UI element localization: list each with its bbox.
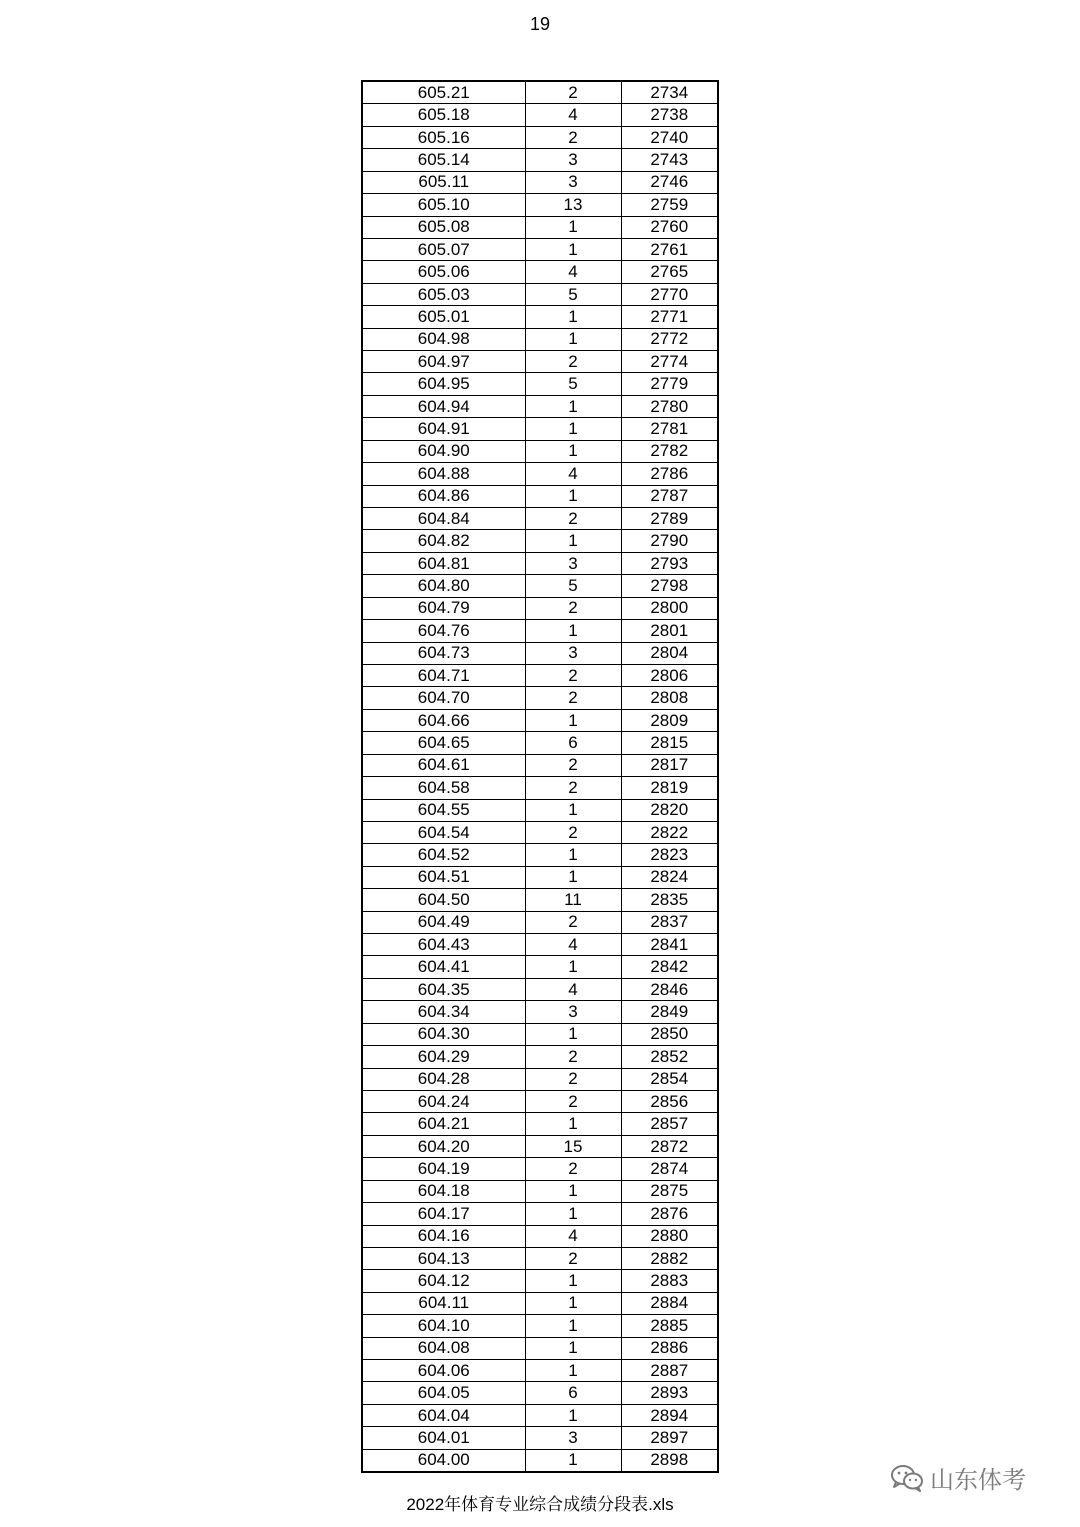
cumulative-cell: 2884 (621, 1292, 718, 1314)
count-cell: 3 (525, 149, 621, 171)
cumulative-cell: 2746 (621, 171, 718, 193)
table-row (362, 530, 718, 552)
count-cell: 1 (525, 866, 621, 888)
cumulative-cell: 2820 (621, 799, 718, 821)
table-row (362, 1046, 718, 1068)
table-row (362, 395, 718, 417)
score-cell: 604.70 (362, 687, 525, 709)
table-row (362, 149, 718, 171)
table-row (362, 1315, 718, 1337)
count-cell: 3 (525, 1001, 621, 1023)
table-row (362, 351, 718, 373)
score-cell: 604.28 (362, 1068, 525, 1090)
table-row (362, 1180, 718, 1202)
count-cell: 2 (525, 597, 621, 619)
count-cell: 5 (525, 283, 621, 305)
page-number: 19 (529, 14, 551, 34)
cumulative-cell: 2882 (621, 1247, 718, 1269)
table-row (362, 978, 718, 1000)
score-cell: 604.52 (362, 844, 525, 866)
score-cell: 604.91 (362, 418, 525, 440)
table-row (362, 283, 718, 305)
cumulative-cell: 2765 (621, 261, 718, 283)
count-cell: 1 (525, 1180, 621, 1202)
cumulative-cell: 2835 (621, 889, 718, 911)
cumulative-cell: 2886 (621, 1337, 718, 1359)
table-row (362, 1203, 718, 1225)
cumulative-cell: 2738 (621, 104, 718, 126)
table-row (362, 306, 718, 328)
count-cell: 1 (525, 440, 621, 462)
score-cell: 604.84 (362, 508, 525, 530)
score-cell: 604.88 (362, 463, 525, 485)
table-row (362, 1382, 718, 1404)
score-cell: 604.34 (362, 1001, 525, 1023)
table-row (362, 620, 718, 642)
score-cell: 604.49 (362, 911, 525, 933)
cumulative-cell: 2801 (621, 620, 718, 642)
cumulative-cell: 2875 (621, 1180, 718, 1202)
score-cell: 605.10 (362, 194, 525, 216)
cumulative-cell: 2781 (621, 418, 718, 440)
count-cell: 6 (525, 1382, 621, 1404)
table-row (362, 1158, 718, 1180)
count-cell: 4 (525, 104, 621, 126)
score-cell: 604.97 (362, 351, 525, 373)
score-cell: 604.54 (362, 821, 525, 843)
table-row (362, 1135, 718, 1157)
count-cell: 1 (525, 216, 621, 238)
score-cell: 604.50 (362, 889, 525, 911)
score-cell: 605.01 (362, 306, 525, 328)
cumulative-cell: 2898 (621, 1449, 718, 1472)
table-row (362, 373, 718, 395)
count-cell: 6 (525, 732, 621, 754)
count-cell: 2 (525, 508, 621, 530)
count-cell: 1 (525, 1023, 621, 1045)
count-cell: 11 (525, 889, 621, 911)
score-cell: 604.30 (362, 1023, 525, 1045)
score-cell: 604.76 (362, 620, 525, 642)
score-cell: 605.06 (362, 261, 525, 283)
cumulative-cell: 2734 (621, 81, 718, 104)
cumulative-cell: 2815 (621, 732, 718, 754)
score-cell: 604.61 (362, 754, 525, 776)
score-cell: 604.65 (362, 732, 525, 754)
score-cell: 605.08 (362, 216, 525, 238)
table-row (362, 1225, 718, 1247)
count-cell: 1 (525, 395, 621, 417)
cumulative-cell: 2790 (621, 530, 718, 552)
table-row (362, 934, 718, 956)
cumulative-cell: 2809 (621, 709, 718, 731)
cumulative-cell: 2800 (621, 597, 718, 619)
table-row (362, 777, 718, 799)
count-cell: 2 (525, 1046, 621, 1068)
count-cell: 13 (525, 194, 621, 216)
score-cell: 604.51 (362, 866, 525, 888)
score-cell: 604.17 (362, 1203, 525, 1225)
score-cell: 604.43 (362, 934, 525, 956)
cumulative-cell: 2894 (621, 1404, 718, 1426)
cumulative-cell: 2849 (621, 1001, 718, 1023)
table-row (362, 732, 718, 754)
count-cell: 1 (525, 709, 621, 731)
score-cell: 604.16 (362, 1225, 525, 1247)
count-cell: 1 (525, 620, 621, 642)
score-cell: 604.71 (362, 664, 525, 686)
score-cell: 604.94 (362, 395, 525, 417)
cumulative-cell: 2822 (621, 821, 718, 843)
cumulative-cell: 2817 (621, 754, 718, 776)
count-cell: 1 (525, 1337, 621, 1359)
count-cell: 2 (525, 1068, 621, 1090)
table-row (362, 1292, 718, 1314)
count-cell: 4 (525, 261, 621, 283)
score-cell: 604.29 (362, 1046, 525, 1068)
table-row (362, 709, 718, 731)
table-row (362, 81, 718, 104)
table-row (362, 194, 718, 216)
table-row (362, 552, 718, 574)
cumulative-cell: 2787 (621, 485, 718, 507)
table-row (362, 866, 718, 888)
count-cell: 1 (525, 418, 621, 440)
score-cell: 604.95 (362, 373, 525, 395)
cumulative-cell: 2740 (621, 126, 718, 148)
count-cell: 1 (525, 1113, 621, 1135)
cumulative-cell: 2772 (621, 328, 718, 350)
count-cell: 4 (525, 1225, 621, 1247)
cumulative-cell: 2880 (621, 1225, 718, 1247)
count-cell: 3 (525, 642, 621, 664)
cumulative-cell: 2872 (621, 1135, 718, 1157)
count-cell: 2 (525, 1247, 621, 1269)
score-cell: 604.98 (362, 328, 525, 350)
score-cell: 604.05 (362, 1382, 525, 1404)
score-cell: 604.11 (362, 1292, 525, 1314)
score-cell: 605.03 (362, 283, 525, 305)
cumulative-cell: 2786 (621, 463, 718, 485)
table-row (362, 575, 718, 597)
cumulative-cell: 2806 (621, 664, 718, 686)
cumulative-cell: 2760 (621, 216, 718, 238)
count-cell: 1 (525, 1203, 621, 1225)
score-cell: 604.66 (362, 709, 525, 731)
table-row (362, 261, 718, 283)
score-cell: 604.35 (362, 978, 525, 1000)
cumulative-cell: 2887 (621, 1360, 718, 1382)
cumulative-cell: 2837 (621, 911, 718, 933)
score-cell: 604.19 (362, 1158, 525, 1180)
table-row (362, 889, 718, 911)
score-cell: 604.24 (362, 1090, 525, 1112)
cumulative-cell: 2759 (621, 194, 718, 216)
cumulative-cell: 2789 (621, 508, 718, 530)
count-cell: 1 (525, 485, 621, 507)
count-cell: 2 (525, 126, 621, 148)
score-cell: 604.06 (362, 1360, 525, 1382)
cumulative-cell: 2780 (621, 395, 718, 417)
table-row (362, 754, 718, 776)
table-row (362, 104, 718, 126)
table-row (362, 440, 718, 462)
score-cell: 604.79 (362, 597, 525, 619)
table-row (362, 328, 718, 350)
cumulative-cell: 2893 (621, 1382, 718, 1404)
cumulative-cell: 2761 (621, 238, 718, 260)
count-cell: 1 (525, 328, 621, 350)
cumulative-cell: 2793 (621, 552, 718, 574)
count-cell: 2 (525, 1158, 621, 1180)
wechat-icon (890, 1464, 924, 1492)
table-row (362, 1247, 718, 1269)
table-row (362, 956, 718, 978)
score-cell: 604.80 (362, 575, 525, 597)
table-row (362, 1001, 718, 1023)
count-cell: 2 (525, 81, 621, 104)
score-cell: 604.00 (362, 1449, 525, 1472)
score-table (361, 80, 719, 1473)
score-cell: 604.01 (362, 1427, 525, 1449)
table-row (362, 1404, 718, 1426)
count-cell: 1 (525, 799, 621, 821)
score-table-body (362, 81, 718, 1472)
cumulative-cell: 2850 (621, 1023, 718, 1045)
score-cell: 604.21 (362, 1113, 525, 1135)
table-row (362, 485, 718, 507)
table-row (362, 642, 718, 664)
score-cell: 605.07 (362, 238, 525, 260)
score-cell: 605.16 (362, 126, 525, 148)
score-cell: 604.55 (362, 799, 525, 821)
cumulative-cell: 2804 (621, 642, 718, 664)
cumulative-cell: 2782 (621, 440, 718, 462)
count-cell: 1 (525, 844, 621, 866)
cumulative-cell: 2798 (621, 575, 718, 597)
score-cell: 604.81 (362, 552, 525, 574)
count-cell: 1 (525, 238, 621, 260)
watermark-text: 山东体考 (930, 1467, 1026, 1494)
score-cell: 604.10 (362, 1315, 525, 1337)
cumulative-cell: 2774 (621, 351, 718, 373)
table-row (362, 911, 718, 933)
cumulative-cell: 2897 (621, 1427, 718, 1449)
count-cell: 2 (525, 351, 621, 373)
cumulative-cell: 2857 (621, 1113, 718, 1135)
count-cell: 3 (525, 1427, 621, 1449)
count-cell: 4 (525, 463, 621, 485)
table-row (362, 1337, 718, 1359)
score-cell: 604.82 (362, 530, 525, 552)
count-cell: 1 (525, 306, 621, 328)
table-row (362, 238, 718, 260)
score-cell: 604.13 (362, 1247, 525, 1269)
table-row (362, 1090, 718, 1112)
table-row (362, 597, 718, 619)
score-cell: 605.18 (362, 104, 525, 126)
cumulative-cell: 2771 (621, 306, 718, 328)
table-row (362, 844, 718, 866)
table-row (362, 1023, 718, 1045)
table-row (362, 126, 718, 148)
cumulative-cell: 2874 (621, 1158, 718, 1180)
count-cell: 1 (525, 1360, 621, 1382)
count-cell: 2 (525, 821, 621, 843)
cumulative-cell: 2823 (621, 844, 718, 866)
table-row (362, 1360, 718, 1382)
count-cell: 2 (525, 664, 621, 686)
score-cell: 604.90 (362, 440, 525, 462)
score-cell: 604.08 (362, 1337, 525, 1359)
count-cell: 1 (525, 1315, 621, 1337)
count-cell: 3 (525, 552, 621, 574)
count-cell: 1 (525, 1270, 621, 1292)
table-row (362, 799, 718, 821)
count-cell: 5 (525, 373, 621, 395)
cumulative-cell: 2856 (621, 1090, 718, 1112)
cumulative-cell: 2824 (621, 866, 718, 888)
table-row (362, 1113, 718, 1135)
score-cell: 604.73 (362, 642, 525, 664)
cumulative-cell: 2808 (621, 687, 718, 709)
count-cell: 5 (525, 575, 621, 597)
score-cell: 605.21 (362, 81, 525, 104)
table-row (362, 418, 718, 440)
cumulative-cell: 2779 (621, 373, 718, 395)
table-row (362, 216, 718, 238)
score-cell: 604.58 (362, 777, 525, 799)
score-cell: 604.04 (362, 1404, 525, 1426)
cumulative-cell: 2854 (621, 1068, 718, 1090)
count-cell: 2 (525, 1090, 621, 1112)
cumulative-cell: 2883 (621, 1270, 718, 1292)
cumulative-cell: 2743 (621, 149, 718, 171)
table-row (362, 463, 718, 485)
table-row (362, 1270, 718, 1292)
table-row (362, 171, 718, 193)
table-row (362, 821, 718, 843)
table-row (362, 1449, 718, 1472)
table-row (362, 508, 718, 530)
count-cell: 1 (525, 1292, 621, 1314)
score-cell: 604.20 (362, 1135, 525, 1157)
count-cell: 1 (525, 1404, 621, 1426)
count-cell: 15 (525, 1135, 621, 1157)
count-cell: 4 (525, 978, 621, 1000)
cumulative-cell: 2841 (621, 934, 718, 956)
count-cell: 1 (525, 1449, 621, 1472)
count-cell: 2 (525, 777, 621, 799)
score-cell: 604.12 (362, 1270, 525, 1292)
count-cell: 1 (525, 530, 621, 552)
cumulative-cell: 2852 (621, 1046, 718, 1068)
cumulative-cell: 2770 (621, 283, 718, 305)
count-cell: 2 (525, 911, 621, 933)
count-cell: 2 (525, 754, 621, 776)
score-cell: 604.41 (362, 956, 525, 978)
score-cell: 604.86 (362, 485, 525, 507)
table-row (362, 1427, 718, 1449)
footer-filename: 2022年体育专业综合成绩分段表.xls (406, 1495, 674, 1514)
cumulative-cell: 2876 (621, 1203, 718, 1225)
score-cell: 605.14 (362, 149, 525, 171)
count-cell: 2 (525, 687, 621, 709)
table-row (362, 664, 718, 686)
cumulative-cell: 2842 (621, 956, 718, 978)
count-cell: 1 (525, 956, 621, 978)
table-row (362, 1068, 718, 1090)
table-row (362, 687, 718, 709)
cumulative-cell: 2846 (621, 978, 718, 1000)
cumulative-cell: 2819 (621, 777, 718, 799)
score-cell: 605.11 (362, 171, 525, 193)
score-cell: 604.18 (362, 1180, 525, 1202)
cumulative-cell: 2885 (621, 1315, 718, 1337)
count-cell: 4 (525, 934, 621, 956)
count-cell: 3 (525, 171, 621, 193)
